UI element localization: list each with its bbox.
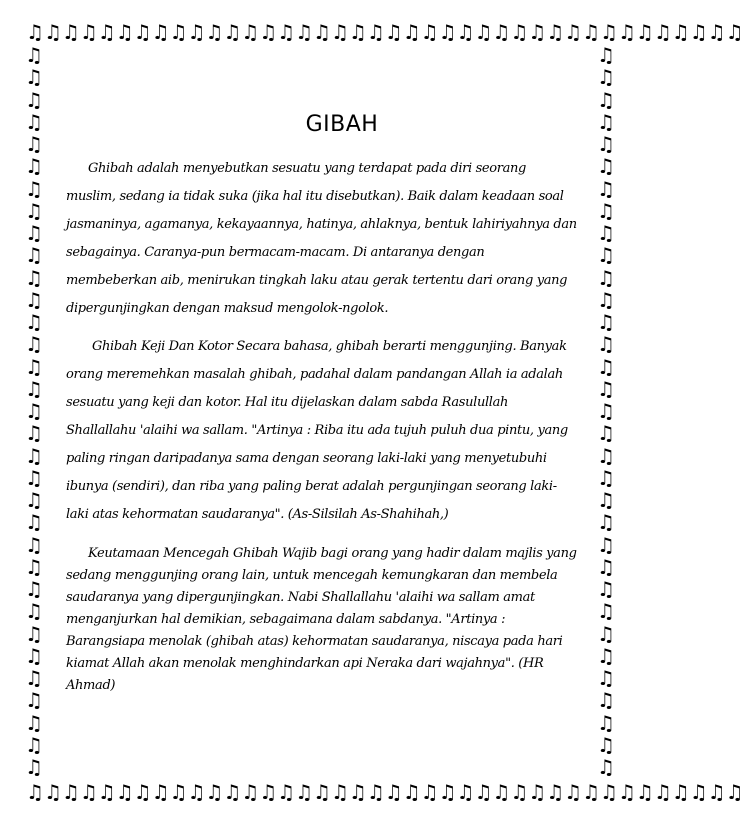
- music-note-icon: ♫: [653, 20, 672, 44]
- music-note-icon: ♫: [384, 780, 403, 804]
- music-note-icon: ♫: [420, 780, 439, 804]
- music-note-icon: ♫: [597, 87, 615, 112]
- music-note-icon: ♫: [510, 780, 529, 804]
- music-note-icon: ♫: [510, 20, 529, 44]
- music-note-icon: ♫: [564, 20, 583, 44]
- music-note-icon: ♫: [295, 780, 313, 804]
- music-note-icon: ♫: [597, 599, 615, 624]
- music-note-icon: ♫: [79, 20, 98, 44]
- music-note-icon: ♫: [25, 510, 43, 535]
- music-note-icon: ♫: [25, 532, 43, 557]
- music-note-icon: ♫: [223, 780, 242, 804]
- music-note-icon: ♫: [43, 780, 62, 804]
- music-note-icon: ♫: [597, 577, 615, 601]
- music-note-icon: ♫: [597, 510, 615, 535]
- music-note-icon: ♫: [25, 755, 43, 779]
- music-note-icon: ♫: [133, 20, 152, 44]
- music-note-icon: ♫: [25, 287, 43, 312]
- music-note-icon: ♫: [169, 20, 188, 44]
- music-note-icon: ♫: [456, 780, 475, 804]
- music-note-icon: ♫: [597, 443, 615, 468]
- music-note-icon: ♫: [402, 780, 421, 804]
- music-note-icon: ♫: [597, 132, 615, 156]
- music-note-icon: ♫: [600, 780, 618, 804]
- music-note-icon: ♫: [61, 780, 80, 804]
- music-note-icon: ♫: [25, 65, 43, 90]
- music-note-icon: ♫: [653, 780, 672, 804]
- music-note-icon: ♫: [259, 20, 278, 44]
- music-note-icon: ♫: [582, 20, 600, 44]
- music-note-icon: ♫: [25, 265, 43, 290]
- music-note-icon: ♫: [205, 20, 224, 44]
- music-note-icon: ♫: [546, 780, 565, 804]
- paragraph-keutamaan: Keutamaan Mencegah Ghibah Wajib bagi orang yang hadir dalam majlis yang sedang menggunjing orang lain, untuk mencegah kemungkaran dan membela saudaranya yang dipergunjingkan. Nabi Shallallahu 'alaihi wa sallam amat menganjurkan hal demikian, sebagaimana dalam sabdanya. "Artinya : Barangsiapa menolak (ghibah atas) kehormatan saudaranya, niscaya pada hari kiamat Allah akan menolak menghindarkan api Neraka dari wajahnya". (HR Ahmad): [66, 546, 577, 693]
- music-note-icon: ♫: [25, 710, 43, 735]
- music-note-icon: ♫: [617, 20, 636, 44]
- music-note-icon: ♫: [25, 643, 43, 668]
- music-note-border-top: [26, 20, 744, 44]
- music-note-icon: ♫: [241, 20, 260, 44]
- music-note-icon: ♫: [597, 154, 615, 179]
- music-note-icon: ♫: [597, 666, 615, 690]
- music-note-icon: ♫: [528, 780, 547, 804]
- music-note-icon: ♫: [25, 443, 43, 468]
- music-note-icon: ♫: [582, 780, 600, 804]
- music-note-icon: ♫: [597, 310, 615, 334]
- music-note-icon: ♫: [671, 780, 690, 804]
- music-note-icon: ♫: [205, 780, 224, 804]
- music-note-icon: ♫: [25, 599, 43, 624]
- music-note-icon: ♫: [313, 780, 331, 804]
- music-note-icon: ♫: [597, 43, 615, 67]
- music-note-icon: ♫: [597, 243, 615, 268]
- music-note-icon: ♫: [151, 780, 170, 804]
- music-note-icon: ♫: [79, 780, 98, 804]
- music-note-icon: ♫: [492, 20, 511, 44]
- music-note-icon: ♫: [25, 354, 43, 379]
- document-body: [66, 100, 578, 707]
- music-note-icon: ♫: [597, 198, 615, 223]
- music-note-icon: ♫: [115, 780, 134, 804]
- music-note-icon: ♫: [597, 109, 615, 134]
- music-note-icon: ♫: [564, 780, 583, 804]
- music-note-icon: ♫: [61, 20, 80, 44]
- music-note-icon: ♫: [671, 20, 690, 44]
- music-note-icon: ♫: [277, 780, 296, 804]
- music-note-icon: ♫: [456, 20, 475, 44]
- music-note-icon: ♫: [597, 688, 615, 713]
- music-note-icon: ♫: [402, 20, 421, 44]
- music-note-icon: ♫: [25, 243, 43, 268]
- music-note-icon: ♫: [597, 710, 615, 735]
- music-note-icon: ♫: [133, 780, 152, 804]
- music-note-icon: ♫: [25, 310, 43, 334]
- paragraph-definition: Ghibah adalah menyebutkan sesuatu yang terdapat pada diri seorang muslim, sedang ia tidak suka (jika hal itu disebutkan). Baik dalam keadaan soal jasmaninya, agamanya, kekayaannya, hatinya, ahlaknya, bentuk lahiriyahnya dan sebagainya. Caranya-pun bermacam-macam. Di antaranya dengan membeberkan aib, menirukan tingkah laku atau gerak tertentu dari orang yang dipergunjingkan dengan maksud mengolok-ngolok.: [66, 161, 577, 316]
- music-note-icon: ♫: [366, 20, 385, 44]
- music-note-icon: ♫: [597, 287, 615, 312]
- music-note-icon: ♫: [725, 20, 744, 44]
- music-note-icon: ♫: [115, 20, 134, 44]
- music-note-icon: ♫: [597, 755, 615, 779]
- music-note-icon: ♫: [241, 780, 260, 804]
- music-note-icon: ♫: [474, 780, 493, 804]
- music-note-icon: ♫: [689, 780, 708, 804]
- music-note-icon: ♫: [25, 688, 43, 713]
- music-note-icon: ♫: [597, 65, 615, 90]
- music-note-border-left: [22, 44, 46, 778]
- music-note-icon: ♫: [366, 780, 385, 804]
- music-note-icon: ♫: [169, 780, 188, 804]
- music-note-icon: ♫: [259, 780, 278, 804]
- music-note-icon: ♫: [330, 20, 349, 44]
- music-note-icon: ♫: [384, 20, 403, 44]
- music-note-icon: ♫: [25, 43, 43, 67]
- music-note-icon: ♫: [528, 20, 547, 44]
- music-note-icon: ♫: [25, 421, 43, 446]
- music-note-icon: ♫: [617, 780, 636, 804]
- music-note-icon: ♫: [689, 20, 708, 44]
- music-note-icon: ♫: [223, 20, 242, 44]
- music-note-icon: ♫: [26, 780, 44, 804]
- music-note-icon: ♫: [25, 399, 43, 423]
- music-note-icon: ♫: [151, 20, 170, 44]
- music-note-icon: ♫: [187, 780, 206, 804]
- music-note-icon: ♫: [25, 221, 43, 245]
- music-note-icon: ♫: [597, 643, 615, 668]
- music-note-icon: ♫: [597, 176, 615, 201]
- music-note-icon: ♫: [420, 20, 439, 44]
- music-note-icon: ♫: [707, 20, 726, 44]
- music-note-icon: ♫: [26, 20, 44, 44]
- music-note-icon: ♫: [97, 780, 116, 804]
- music-note-icon: ♫: [635, 20, 654, 44]
- music-note-icon: ♫: [597, 265, 615, 290]
- music-note-icon: ♫: [25, 732, 43, 757]
- music-note-icon: ♫: [725, 780, 744, 804]
- music-note-icon: ♫: [597, 465, 615, 490]
- music-note-icon: ♫: [597, 221, 615, 245]
- music-note-icon: ♫: [597, 554, 615, 579]
- music-note-icon: ♫: [295, 20, 313, 44]
- music-note-icon: ♫: [348, 20, 367, 44]
- music-note-icon: ♫: [707, 780, 726, 804]
- music-note-icon: ♫: [330, 780, 349, 804]
- music-note-icon: ♫: [25, 666, 43, 690]
- music-note-icon: ♫: [597, 399, 615, 423]
- music-note-icon: ♫: [25, 332, 43, 357]
- music-note-icon: ♫: [597, 532, 615, 557]
- music-note-icon: ♫: [25, 577, 43, 601]
- music-note-icon: ♫: [597, 621, 615, 646]
- music-note-icon: ♫: [187, 20, 206, 44]
- music-note-icon: ♫: [597, 732, 615, 757]
- music-note-icon: ♫: [43, 20, 62, 44]
- music-note-icon: ♫: [25, 176, 43, 201]
- music-note-icon: ♫: [25, 154, 43, 179]
- music-note-icon: ♫: [546, 20, 565, 44]
- music-note-icon: ♫: [600, 20, 618, 44]
- music-note-icon: ♫: [492, 780, 511, 804]
- paragraph-keji-dan-kotor: Ghibah Keji Dan Kotor Secara bahasa, ghibah berarti menggunjing. Banyak orang meremehkan masalah ghibah, padahal dalam pandangan Allah ia adalah sesuatu yang keji dan kotor. Hal itu dijelaskan dalam sabda Rasulullah Shallallahu 'alaihi wa sallam. "Artinya : Riba itu ada tujuh puluh dua pintu, yang paling ringan daripadanya sama dengan seorang laki-laki yang menyetubuhi ibunya (sendiri), dan riba yang paling berat adalah pergunjingan seorang laki-laki atas kehormatan saudaranya". (As-Silsilah As-Shahihah,): [66, 339, 568, 522]
- music-note-icon: ♫: [25, 465, 43, 490]
- music-note-icon: ♫: [25, 554, 43, 579]
- music-note-icon: ♫: [25, 621, 43, 646]
- music-note-icon: ♫: [25, 87, 43, 112]
- music-note-icon: ♫: [25, 376, 43, 401]
- music-note-icon: ♫: [597, 421, 615, 446]
- music-note-icon: ♫: [348, 780, 367, 804]
- music-note-icon: ♫: [313, 20, 331, 44]
- page-title: GIBAH: [305, 112, 379, 137]
- music-note-icon: ♫: [438, 20, 457, 44]
- music-note-icon: ♫: [635, 780, 654, 804]
- music-note-icon: ♫: [474, 20, 493, 44]
- music-note-icon: ♫: [25, 488, 43, 512]
- music-note-icon: ♫: [97, 20, 116, 44]
- music-note-icon: ♫: [597, 376, 615, 401]
- music-note-icon: ♫: [597, 488, 615, 512]
- music-note-border-right: [594, 44, 618, 778]
- music-note-icon: ♫: [25, 198, 43, 223]
- music-note-icon: ♫: [277, 20, 296, 44]
- music-note-icon: ♫: [597, 354, 615, 379]
- music-note-icon: ♫: [25, 109, 43, 134]
- music-note-icon: ♫: [597, 332, 615, 357]
- music-note-icon: ♫: [25, 132, 43, 156]
- music-note-border-bottom: [26, 780, 744, 804]
- music-note-icon: ♫: [438, 780, 457, 804]
